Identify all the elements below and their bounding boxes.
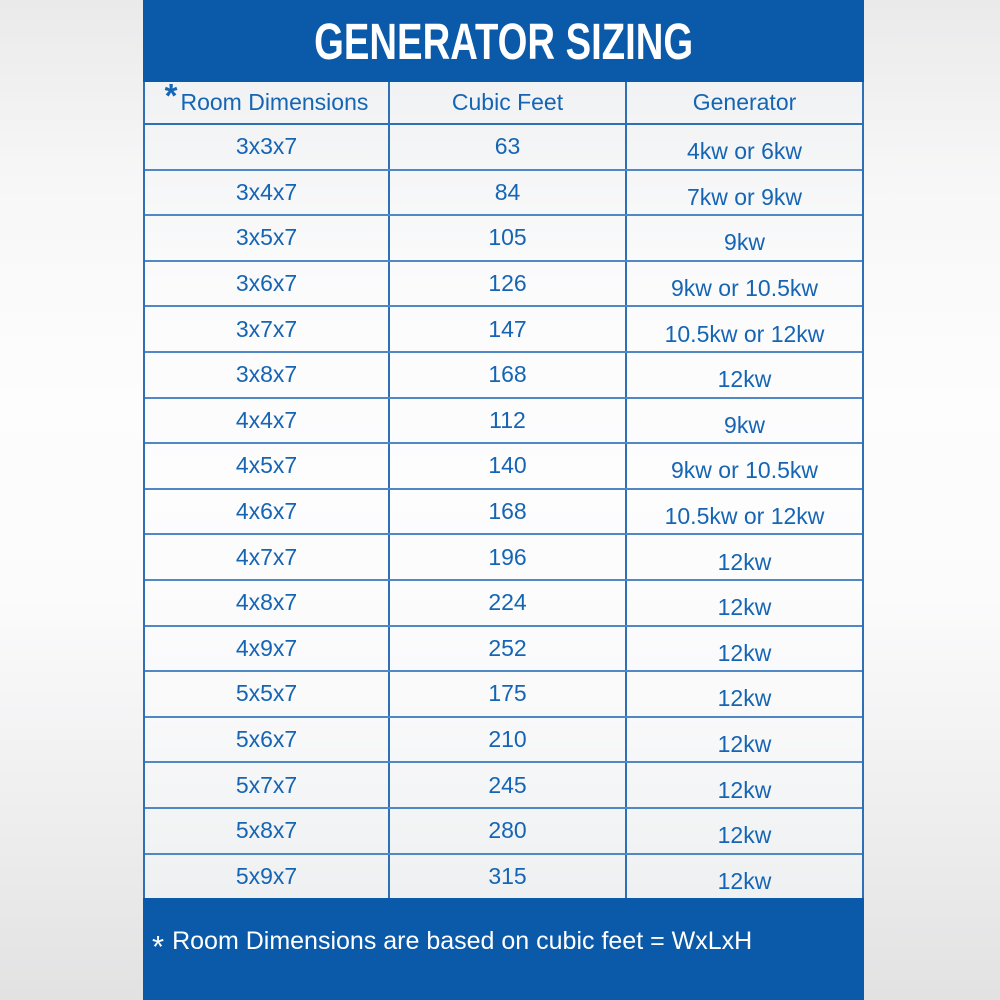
table-header-row	[145, 77, 862, 125]
cubic-feet-cell: 63	[390, 125, 627, 169]
cubic-feet-cell: 84	[390, 171, 627, 215]
room-dimensions-cell: 3x8x7	[145, 353, 390, 397]
table-row	[145, 627, 862, 673]
asterisk-marker-icon: *	[152, 929, 165, 964]
table-row	[145, 262, 862, 308]
table-row	[145, 581, 862, 627]
generator-cell: 7kw or 9kw	[686, 183, 803, 210]
footnote-text: Room Dimensions are based on cubic feet = WxLxH	[172, 926, 753, 955]
table-row	[145, 855, 862, 899]
generator-cell: 9kw or 10.5kw	[670, 457, 818, 484]
cubic-feet-cell: 168	[390, 353, 627, 397]
generator-cell: 9kw	[724, 229, 765, 256]
room-dimensions-cell: 3x7x7	[145, 307, 390, 351]
cubic-feet-cell: 168	[390, 490, 627, 534]
room-dimensions-cell: 4x5x7	[145, 444, 390, 488]
cubic-feet-cell: 210	[390, 718, 627, 762]
generator-cell: 12kw	[717, 731, 772, 758]
cubic-feet-cell: 126	[390, 262, 627, 306]
room-dimensions-cell: 5x9x7	[145, 855, 390, 899]
room-dimensions-cell: 4x7x7	[145, 535, 390, 579]
room-dimensions-cell: 5x7x7	[145, 763, 390, 807]
room-dimensions-cell: 3x6x7	[145, 262, 390, 306]
generator-cell: 12kw	[717, 776, 772, 803]
cubic-feet-cell: 245	[390, 763, 627, 807]
title-band	[143, 0, 864, 82]
column-header-cubic-feet: Cubic Feet	[390, 82, 627, 123]
table-row	[145, 535, 862, 581]
cubic-feet-cell: 147	[390, 307, 627, 351]
room-dimensions-cell: 5x8x7	[145, 809, 390, 853]
generator-cell: 12kw	[717, 639, 772, 666]
column-header-generator: Generator	[692, 89, 797, 115]
room-dimensions-cell: 4x9x7	[145, 627, 390, 671]
generator-sizing-panel	[143, 0, 864, 1000]
room-dimensions-cell: 3x3x7	[145, 125, 390, 169]
generator-cell: 4kw or 6kw	[686, 138, 803, 165]
generator-cell: 12kw	[717, 867, 772, 894]
room-dimensions-cell: 4x6x7	[145, 490, 390, 534]
cubic-feet-cell: 224	[390, 581, 627, 625]
room-dimensions-cell: 4x8x7	[145, 581, 390, 625]
cubic-feet-cell: 252	[390, 627, 627, 671]
table-row	[145, 353, 862, 399]
room-dimensions-cell: 3x5x7	[145, 216, 390, 260]
cubic-feet-cell: 280	[390, 809, 627, 853]
cubic-feet-cell: 196	[390, 535, 627, 579]
generator-cell: 12kw	[717, 366, 772, 393]
room-dimensions-cell: 5x5x7	[145, 672, 390, 716]
generator-cell: 9kw or 10.5kw	[670, 275, 818, 302]
cubic-feet-cell: 315	[390, 855, 627, 899]
table-row	[145, 672, 862, 718]
table-row	[145, 125, 862, 171]
generator-cell: 10.5kw or 12kw	[664, 503, 825, 530]
room-dimensions-cell: 3x4x7	[145, 171, 390, 215]
table-row	[145, 307, 862, 353]
table-row	[145, 718, 862, 764]
generator-cell: 9kw	[724, 411, 765, 438]
table-row	[145, 216, 862, 262]
cubic-feet-cell: 175	[390, 672, 627, 716]
table-row	[145, 763, 862, 809]
asterisk-marker-icon: *	[164, 77, 178, 114]
generator-cell: 12kw	[717, 548, 772, 575]
sizing-table	[143, 77, 864, 898]
column-header-room-dimensions	[145, 77, 390, 123]
table-row	[145, 809, 862, 855]
column-header-label: Room Dimensions	[180, 89, 369, 115]
page-title: GENERATOR SIZING	[313, 12, 693, 70]
room-dimensions-cell: 5x6x7	[145, 718, 390, 762]
generator-cell: 12kw	[717, 594, 772, 621]
generator-cell: 10.5kw or 12kw	[664, 320, 825, 347]
table-row	[145, 490, 862, 536]
room-dimensions-cell: 4x4x7	[145, 399, 390, 443]
footnote-band	[143, 898, 864, 1000]
table-row	[145, 444, 862, 490]
generator-cell: 12kw	[717, 685, 772, 712]
cubic-feet-cell: 112	[390, 399, 627, 443]
cubic-feet-cell: 105	[390, 216, 627, 260]
table-row	[145, 171, 862, 217]
cubic-feet-cell: 140	[390, 444, 627, 488]
table-row	[145, 399, 862, 445]
generator-cell: 12kw	[717, 822, 772, 849]
